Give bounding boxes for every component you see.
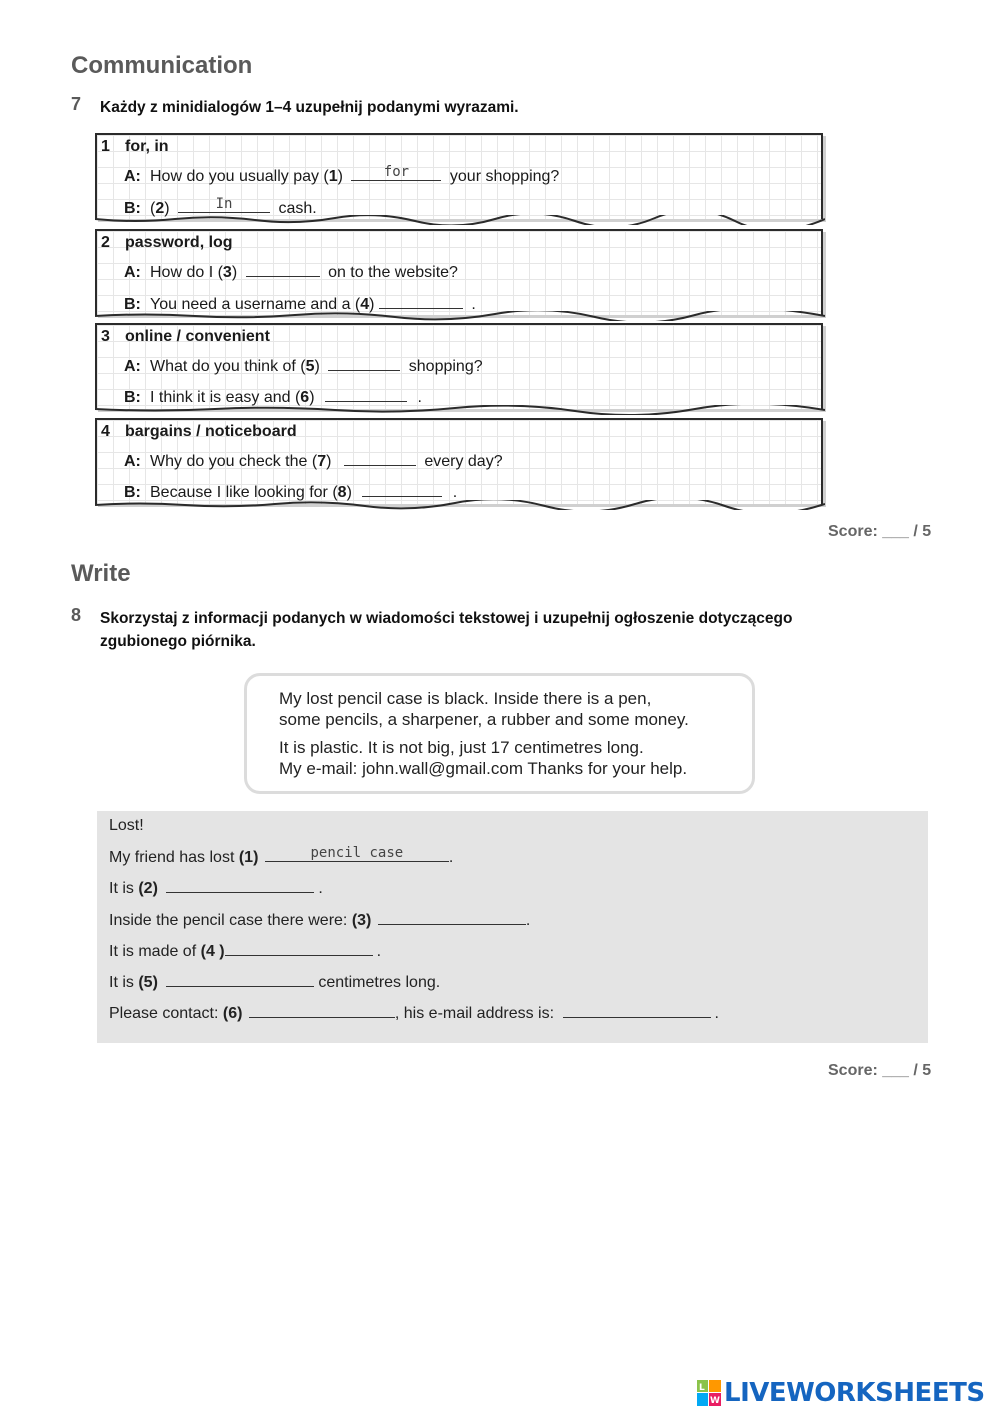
line-text: )	[369, 296, 375, 313]
line-text: , his e-mail address is:	[394, 1005, 555, 1022]
answer-blank-7[interactable]	[344, 452, 416, 466]
dialog-line-a	[124, 263, 458, 282]
exercise-8-number: 8	[71, 605, 82, 625]
svg-text:L: L	[699, 1383, 705, 1393]
line-text: Why do you check the (	[150, 453, 318, 470]
line-text: How do you usually pay (	[150, 168, 329, 185]
line-text: It is	[109, 880, 134, 897]
speaker-label: B:	[124, 389, 141, 406]
dialog-title	[101, 423, 297, 441]
notice-line-6	[109, 1004, 719, 1023]
gap-number: 5	[305, 358, 315, 375]
line-text: centimetres long.	[318, 974, 441, 991]
line-text: Because I like looking for (	[150, 484, 338, 501]
liveworksheets-badge-icon	[697, 1380, 721, 1406]
line-text: I think it is easy and (	[150, 389, 301, 406]
instruction-line: Skorzystaj z informacji podanych w wiadomości tekstowej i uzupełnij ogłoszenie dotyczącego	[100, 610, 793, 627]
liveworksheets-logo[interactable]	[697, 1378, 985, 1410]
speaker-label: A:	[124, 358, 141, 375]
dialog-line-a	[124, 452, 503, 471]
speaker-label: A:	[124, 264, 141, 281]
line-text: You need a username and a (	[150, 296, 361, 313]
torn-edge	[95, 405, 825, 415]
line-text: How do I (	[150, 264, 223, 281]
torn-edge	[95, 215, 825, 225]
lost-notice	[97, 811, 928, 1043]
exercise-8-instruction	[100, 607, 900, 653]
dialog-line-a	[124, 164, 560, 186]
notice-blank-6[interactable]	[249, 1004, 395, 1018]
torn-edge	[95, 500, 825, 510]
line-text: your shopping?	[449, 168, 560, 185]
dialog-words: password, log	[125, 234, 233, 251]
answer-blank-6[interactable]	[325, 388, 407, 402]
text-message-box	[244, 673, 755, 794]
gap-number: (6)	[222, 1005, 243, 1022]
exercise-7-number: 7	[71, 94, 82, 114]
score-exercise-7: Score: ___ / 5	[828, 523, 932, 540]
instruction-line: zgubionego piórnika.	[100, 633, 256, 650]
notice-line-2	[109, 879, 323, 898]
dialog-words: for, in	[125, 138, 169, 155]
answer-blank-2[interactable]	[178, 196, 270, 213]
dialog-box-3	[95, 323, 823, 409]
torn-edge	[95, 311, 825, 321]
notice-blank-3[interactable]	[378, 911, 526, 925]
gap-number: 8	[337, 484, 347, 501]
dialog-number: 4	[101, 423, 110, 440]
line-text: )	[231, 264, 238, 281]
answer-text: In	[215, 196, 233, 212]
gap-number: (1)	[238, 849, 259, 866]
gap-number: 4	[360, 296, 370, 313]
line-text: shopping?	[408, 358, 483, 375]
notice-line-1	[109, 845, 454, 867]
line-text: .	[376, 943, 382, 960]
line-text: .	[525, 912, 531, 929]
logo-text: LIVEWORKSHEETS	[724, 1378, 985, 1408]
gap-number: (4 )	[200, 943, 225, 960]
notice-line-3	[109, 911, 530, 930]
notice-title: Lost!	[109, 817, 144, 834]
notice-blank-4[interactable]	[225, 942, 373, 956]
line-text: Inside the pencil case there were:	[109, 912, 348, 929]
line-text: It is made of	[109, 943, 197, 960]
dialog-box-2	[95, 229, 823, 315]
line-text: )	[314, 358, 320, 375]
gap-number: (5)	[138, 974, 158, 991]
speaker-label: B:	[124, 296, 141, 313]
gap-number: 2	[155, 200, 165, 217]
exercise-7-instruction: Każdy z minidialogów 1–4 uzupełnij podanymi wyrazami.	[100, 99, 519, 116]
gap-number: 3	[222, 264, 232, 281]
gap-number: (2)	[138, 880, 158, 897]
answer-blank-3[interactable]	[246, 263, 320, 277]
svg-text:W: W	[710, 1396, 720, 1406]
dialog-box-1	[95, 133, 823, 219]
section-title-communication: Communication	[71, 52, 253, 79]
dialog-words: online / convenient	[125, 328, 270, 345]
gap-number: (3)	[351, 912, 372, 929]
line-text: What do you think of (	[150, 358, 306, 375]
line-text: every day?	[424, 453, 503, 470]
line-text: on to the website?	[328, 264, 458, 281]
line-text: cash.	[278, 200, 317, 217]
message-line: My lost pencil case is black. Inside there is a pen,	[279, 689, 652, 708]
line-text: )	[337, 168, 343, 185]
line-text: My friend has lost	[109, 849, 235, 866]
answer-blank-5[interactable]	[328, 357, 400, 371]
dialog-words: bargains / noticeboard	[125, 423, 297, 440]
dialog-number: 2	[101, 234, 110, 251]
dialog-box-4	[95, 418, 823, 504]
line-text: )	[164, 200, 170, 217]
line-text: .	[452, 484, 458, 501]
score-exercise-8: Score: ___ / 5	[828, 1062, 932, 1079]
dialog-title	[101, 138, 169, 156]
line-text: .	[318, 880, 323, 897]
line-text: )	[346, 484, 352, 501]
dialog-line-a	[124, 357, 483, 376]
gap-number: 6	[300, 389, 310, 406]
answer-blank-8[interactable]	[362, 483, 442, 497]
speaker-label: B:	[124, 484, 141, 501]
notice-blank-1[interactable]	[265, 845, 449, 862]
message-line: some pencils, a sharpener, a rubber and some money.	[279, 710, 689, 729]
speaker-label: A:	[124, 453, 141, 470]
notice-blank-5[interactable]	[166, 973, 314, 987]
answer-text: for	[383, 164, 410, 180]
gap-number: 7	[317, 453, 327, 470]
line-text: It is	[109, 974, 134, 991]
notice-line-4	[109, 942, 381, 961]
line-text: )	[309, 389, 315, 406]
line-text: .	[448, 849, 454, 866]
dialog-title	[101, 328, 270, 346]
notice-line-5	[109, 973, 440, 992]
dialog-number: 1	[101, 138, 110, 155]
notice-blank-7[interactable]	[563, 1004, 711, 1018]
speaker-label: A:	[124, 168, 141, 185]
message-line: My e-mail: john.wall@gmail.com Thanks for your help.	[279, 759, 688, 778]
section-title-write: Write	[71, 560, 131, 587]
notice-blank-2[interactable]	[166, 879, 314, 893]
line-text: .	[471, 296, 476, 313]
speaker-label: B:	[124, 200, 141, 217]
line-text: (	[150, 200, 156, 217]
answer-text: pencil case	[310, 845, 404, 861]
line-text: .	[417, 389, 422, 406]
line-text: )	[326, 453, 332, 470]
gap-number: 1	[328, 168, 338, 185]
dialog-title	[101, 234, 233, 252]
answer-blank-1[interactable]	[351, 164, 441, 181]
answer-blank-4[interactable]	[379, 295, 463, 309]
dialog-number: 3	[101, 328, 110, 345]
line-text: .	[714, 1005, 719, 1022]
message-line: It is plastic. It is not big, just 17 centimetres long.	[279, 738, 644, 757]
line-text: Please contact:	[109, 1005, 219, 1022]
